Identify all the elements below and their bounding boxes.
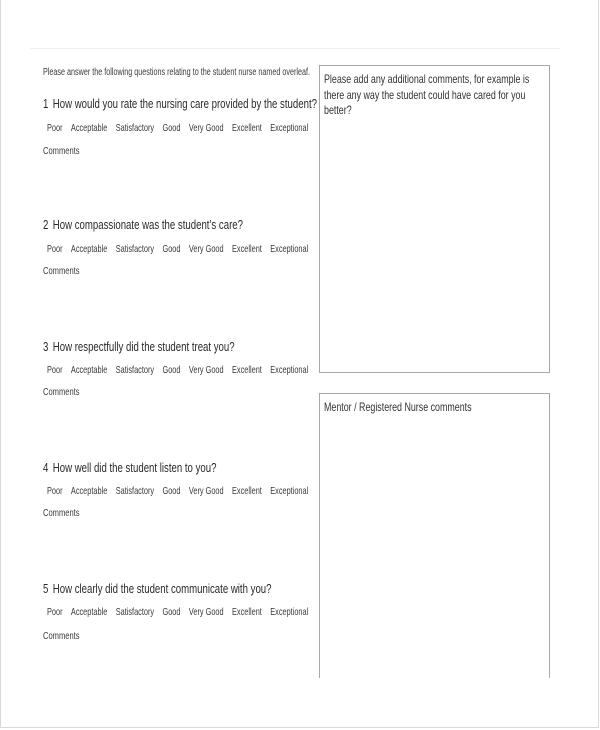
rating-acceptable[interactable]: Acceptable (70, 485, 108, 497)
additional-comments-label: Please add any additional comments, for example is there any way the student could have cared for you better? (324, 72, 530, 117)
comments-label-3: Comments (43, 386, 80, 398)
question-4 (43, 460, 216, 475)
rating-exceptional[interactable]: Exceptional (270, 243, 309, 255)
comments-label-1: Comments (43, 145, 80, 157)
rating-acceptable[interactable]: Acceptable (70, 122, 108, 134)
rating-good[interactable]: Good (162, 364, 181, 376)
rating-good[interactable]: Good (162, 243, 181, 255)
mentor-comments-label: Mentor / Registered Nurse comments (324, 400, 472, 414)
rating-satisfactory[interactable]: Satisfactory (115, 485, 155, 497)
question-3 (43, 339, 235, 354)
question-text: How clearly did the student communicate with you? (52, 581, 272, 596)
question-1 (43, 96, 317, 111)
comments-label-4: Comments (43, 507, 80, 519)
question-number: 5 (43, 581, 49, 596)
rating-very-good[interactable]: Very Good (188, 606, 224, 618)
question-text: How respectfully did the student treat you? (52, 339, 235, 354)
rating-good[interactable]: Good (162, 122, 181, 134)
additional-comments-box[interactable] (319, 65, 550, 373)
question-text: How compassionate was the student’s care? (52, 217, 243, 232)
rating-acceptable[interactable]: Acceptable (70, 243, 108, 255)
rating-very-good[interactable]: Very Good (188, 122, 224, 134)
question-number: 2 (43, 217, 49, 232)
question-number: 3 (43, 339, 49, 354)
rating-acceptable[interactable]: Acceptable (70, 364, 108, 376)
rating-exceptional[interactable]: Exceptional (270, 122, 309, 134)
rating-options-4 (47, 485, 317, 497)
comments-label-5: Comments (43, 630, 80, 642)
rating-options-5 (47, 606, 317, 618)
rating-excellent[interactable]: Excellent (232, 606, 262, 618)
rating-poor[interactable]: Poor (47, 485, 63, 497)
question-2 (43, 217, 243, 232)
question-text: How well did the student listen to you? (52, 460, 217, 475)
rating-options-2 (47, 243, 317, 255)
question-number: 4 (43, 460, 49, 475)
question-5 (43, 581, 271, 596)
rating-excellent[interactable]: Excellent (232, 122, 262, 134)
rating-satisfactory[interactable]: Satisfactory (115, 606, 155, 618)
intro-text: Please answer the following questions relating to the student nurse named overleaf. (43, 67, 310, 78)
rating-poor[interactable]: Poor (47, 243, 63, 255)
rating-poor[interactable]: Poor (47, 122, 63, 134)
rating-good[interactable]: Good (162, 606, 181, 618)
rating-poor[interactable]: Poor (47, 606, 63, 618)
rating-exceptional[interactable]: Exceptional (270, 606, 309, 618)
rating-very-good[interactable]: Very Good (188, 485, 224, 497)
rating-excellent[interactable]: Excellent (232, 364, 262, 376)
mentor-comments-box[interactable] (319, 393, 550, 678)
header-divider (30, 48, 560, 49)
rating-satisfactory[interactable]: Satisfactory (115, 243, 155, 255)
rating-exceptional[interactable]: Exceptional (270, 364, 309, 376)
rating-very-good[interactable]: Very Good (188, 364, 224, 376)
question-text: How would you rate the nursing care provided by the student? (52, 96, 317, 111)
rating-satisfactory[interactable]: Satisfactory (115, 122, 155, 134)
rating-satisfactory[interactable]: Satisfactory (115, 364, 155, 376)
rating-options-1 (47, 122, 317, 134)
question-number: 1 (43, 96, 49, 111)
rating-options-3 (47, 364, 317, 376)
rating-acceptable[interactable]: Acceptable (70, 606, 108, 618)
rating-excellent[interactable]: Excellent (232, 243, 262, 255)
rating-excellent[interactable]: Excellent (232, 485, 262, 497)
rating-exceptional[interactable]: Exceptional (270, 485, 309, 497)
rating-poor[interactable]: Poor (47, 364, 63, 376)
rating-good[interactable]: Good (162, 485, 181, 497)
rating-very-good[interactable]: Very Good (188, 243, 224, 255)
comments-label-2: Comments (43, 265, 80, 277)
